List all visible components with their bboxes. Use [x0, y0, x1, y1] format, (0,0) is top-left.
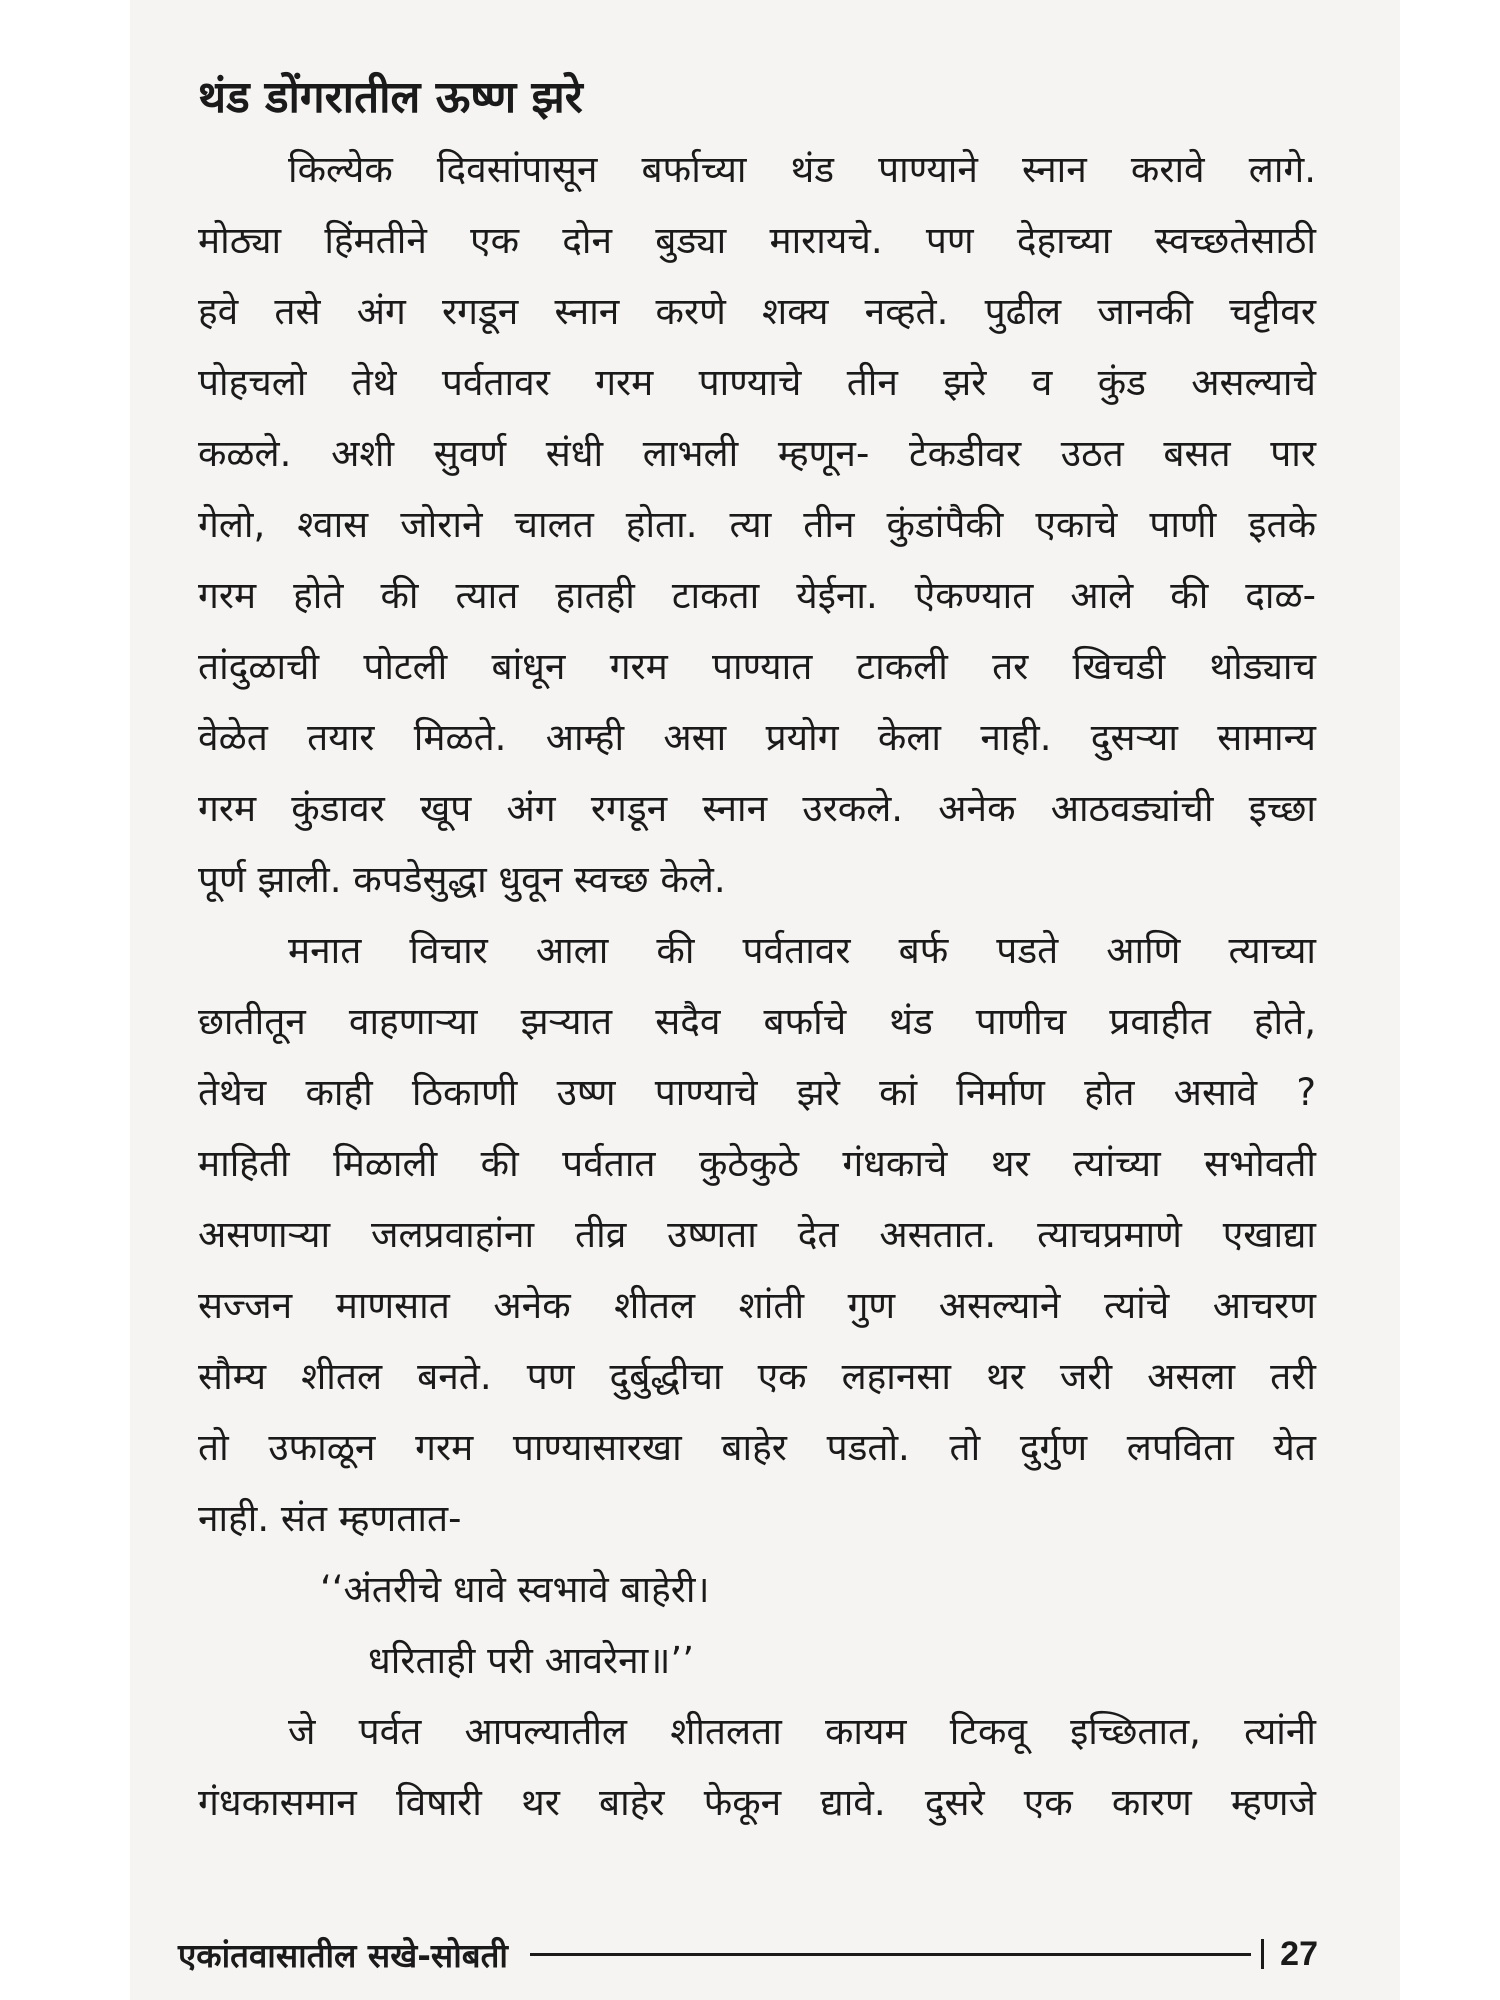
paragraph-line: सज्जन माणसात अनेक शीतल शांती गुण असल्याने त्यांचे आचरण — [198, 1284, 1316, 1327]
paragraph-line: पोहचलो तेथे पर्वतावर गरम पाण्याचे तीन झरे व कुंड असल्याचे — [198, 361, 1316, 404]
paragraph-line: जे पर्वत आपल्यातील शीतलता कायम टिकवू इच्छितात, त्यांनी — [288, 1710, 1316, 1753]
page-footer — [178, 1932, 1318, 1976]
paragraph-line: माहिती मिळाली की पर्वतात कुठेकुठे गंधकाचे थर त्यांच्या सभोवती — [198, 1142, 1316, 1185]
footer-divider — [1261, 1939, 1264, 1969]
footer-rule — [530, 1953, 1251, 1956]
paragraph-line: छातीतून वाहणाऱ्या झऱ्यात सदैव बर्फाचे थंड पाणीच प्रवाहीत होते, — [198, 1000, 1316, 1043]
page-content — [198, 62, 1316, 1838]
paragraph-line: वेळेत तयार मिळते. आम्ही असा प्रयोग केला नाही. दुसऱ्या सामान्य — [198, 716, 1316, 759]
paragraph-line: गरम कुंडावर खूप अंग रगडून स्नान उरकले. अनेक आठवड्यांची इच्छा — [198, 787, 1316, 830]
paragraph-line: कळले. अशी सुवर्ण संधी लाभली म्हणून- टेकडीवर उठत बसत पार — [198, 432, 1316, 475]
paragraph-line: मनात विचार आला की पर्वतावर बर्फ पडते आणि त्याच्या — [288, 929, 1316, 972]
verse-line: धरिताही परी आवरेना॥’’ — [368, 1639, 694, 1682]
paragraph-line: तांदुळाची पोटली बांधून गरम पाण्यात टाकली तर खिचडी थोड्याच — [198, 645, 1316, 688]
paragraph-line: गंधकासमान विषारी थर बाहेर फेकून द्यावे. दुसरे एक कारण म्हणजे — [198, 1781, 1316, 1824]
paragraph-line: मोठ्या हिंमतीने एक दोन बुड्या मारायचे. पण देहाच्या स्वच्छतेसाठी — [198, 219, 1316, 262]
book-title: एकांतवासातील सखे-सोबती — [178, 1935, 508, 1975]
paragraph-line: नाही. संत म्हणतात- — [198, 1497, 462, 1540]
paragraph-line: किल्येक दिवसांपासून बर्फाच्या थंड पाण्याने स्नान करावे लागे. — [288, 148, 1316, 191]
paragraph-line: असणाऱ्या जलप्रवाहांना तीव्र उष्णता देत असतात. त्याचप्रमाणे एखाद्या — [198, 1213, 1316, 1256]
paragraph-line: तेथेच काही ठिकाणी उष्ण पाण्याचे झरे कां निर्माण होत असावे ? — [198, 1071, 1316, 1114]
paragraph-line: सौम्य शीतल बनते. पण दुर्बुद्धीचा एक लहानसा थर जरी असला तरी — [198, 1355, 1316, 1398]
verse-line: ‘‘अंतरीचे धावे स्वभावे बाहेरी। — [320, 1568, 710, 1611]
chapter-heading: थंड डोंगरातील ऊष्ण झरे — [198, 72, 583, 123]
page-number: 27 — [1280, 1934, 1318, 1973]
paragraph-line: गेलो, श्वास जोराने चालत होता. त्या तीन कुंडांपैकी एकाचे पाणी इतके — [198, 503, 1316, 546]
paragraph-line: पूर्ण झाली. कपडेसुद्धा धुवून स्वच्छ केले. — [198, 858, 726, 901]
paragraph-line: हवे तसे अंग रगडून स्नान करणे शक्य नव्हते. पुढील जानकी चट्टीवर — [198, 290, 1316, 333]
paragraph-line: गरम होते की त्यात हातही टाकता येईना. ऐकण्यात आले की दाळ- — [198, 574, 1316, 617]
paragraph-line: तो उफाळून गरम पाण्यासारखा बाहेर पडतो. तो दुर्गुण लपविता येत — [198, 1426, 1316, 1469]
